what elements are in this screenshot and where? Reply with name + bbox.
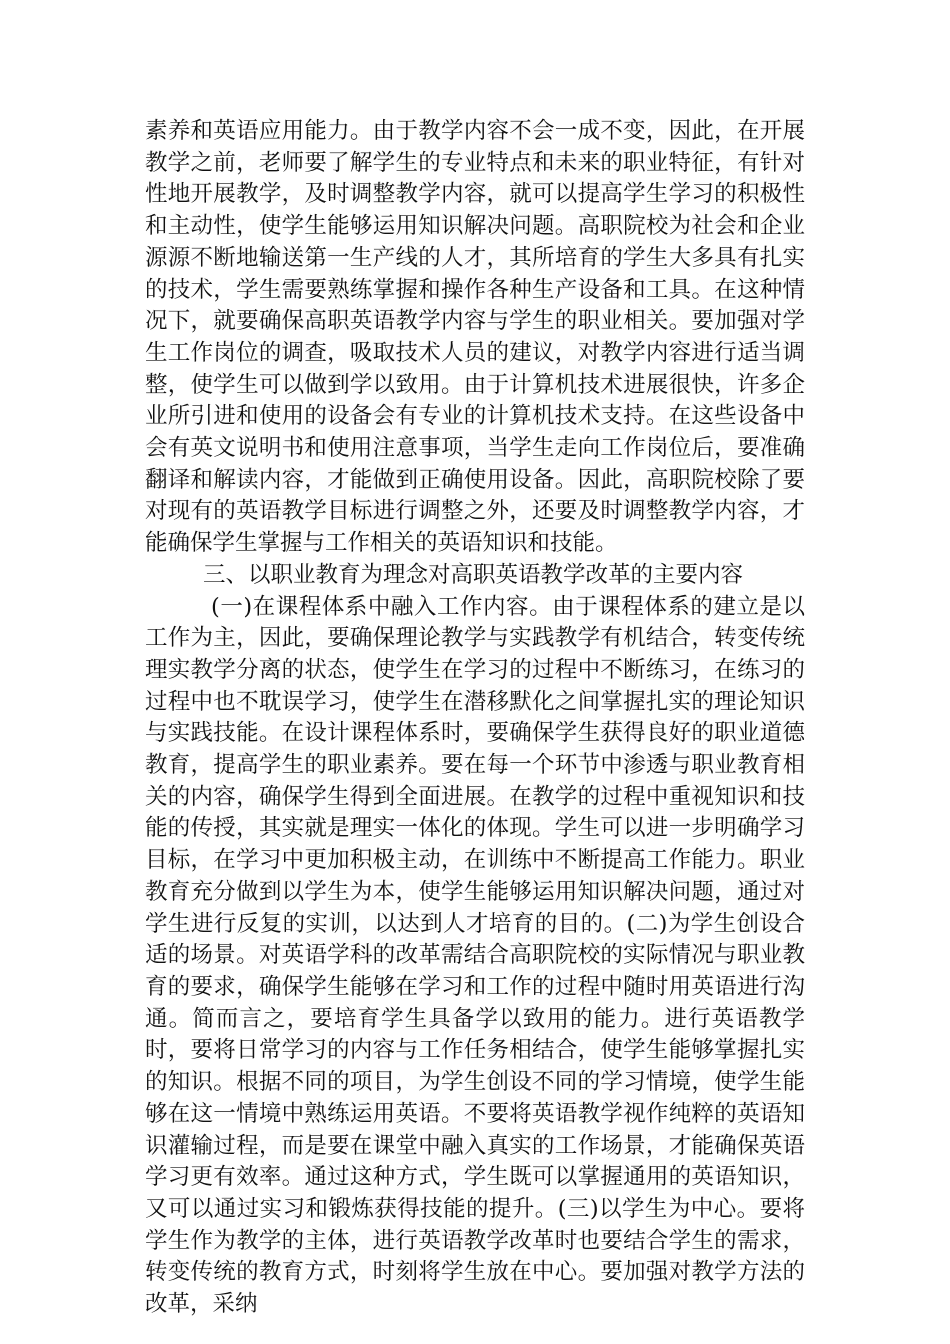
section-heading: 三、以职业教育为理念对高职英语教学改革的主要内容 [203,561,744,588]
body-paragraph-2: (一)在课程体系中融入工作内容。由于课程体系的建立是以工作为主，因此，要确保理论教学与实践教学有机结合，转变传统理实教学分离的状态，使学生在学习的过程中不断练习，在练习的过程中也不耽误学习，使学生在潜移默化之间掌握扎实的理论知识与实践技能。在设计课程体系时，要确保学生获得良好的职业道德教育，提高学生的职业素养。要在每一个环节中渗透与职业教育相关的内容，确保学生得到全面进展。在教学的过程中重视知识和技能的传授，其实就是理实一体化的体现。学生可以进一步明确学习目标，在学习中更加积极主动，在训练中不断提高工作能力。职业教育充分做到以学生为本，使学生能够运用知识解决问题，通过对学生进行反复的实训，以达到人才培育的目的。(二)为学生创设合适的场景。对英语学科的改革需结合高职院校的实际情况与职业教育的要求，确保学生能够在学习和工作的过程中随时用英语进行沟通。简而言之，要培育学生具备学以致用的能力。进行英语教学时，要将日常学习的内容与工作任务相结合，使学生能够掌握扎实的知识。根据不同的项目，为学生创设不同的学习情境，使学生能够在这一情境中熟练运用英语。不要将英语教学视作纯粹的英语知识灌输过程，而是要在课堂中融入真实的工作场景，才能确保英语学习更有效率。通过这种方式，学生既可以掌握通用的英语知识，又可以通过实习和锻炼获得技能的提升。(三)以学生为中心。要将学生作为教学的主体，进行英语教学改革时也要结合学生的需求，转变传统的教育方式，时刻将学生放在中心。要加强对教学方法的改革，采纳 [145,593,805,1318]
document-page [145,116,805,1321]
body-paragraph-1: 素养和英语应用能力。由于教学内容不会一成不变，因此，在开展教学之前，老师要了解学生的专业特点和未来的职业特征，有针对性地开展教学，及时调整教学内容，就可以提高学生学习的积极性和主动性，使学生能够运用知识解决问题。高职院校为社会和企业源源不断地输送第一生产线的人才，其所培育的学生大多具有扎实的技术，学生需要熟练掌握和操作各种生产设备和工具。在这种情况下，就要确保高职英语教学内容与学生的职业相关。要加强对学生工作岗位的调查，吸取技术人员的建议，对教学内容进行适当调整，使学生可以做到学以致用。由于计算机技术进展很快，许多企业所引进和使用的设备会有专业的计算机技术支持。在这些设备中会有英文说明书和使用注意事项，当学生走向工作岗位后，要准确翻译和解读内容，才能做到正确使用设备。因此，高职院校除了要对现有的英语教学目标进行调整之外，还要及时调整教学内容，才能确保学生掌握与工作相关的英语知识和技能。 [145,118,805,557]
